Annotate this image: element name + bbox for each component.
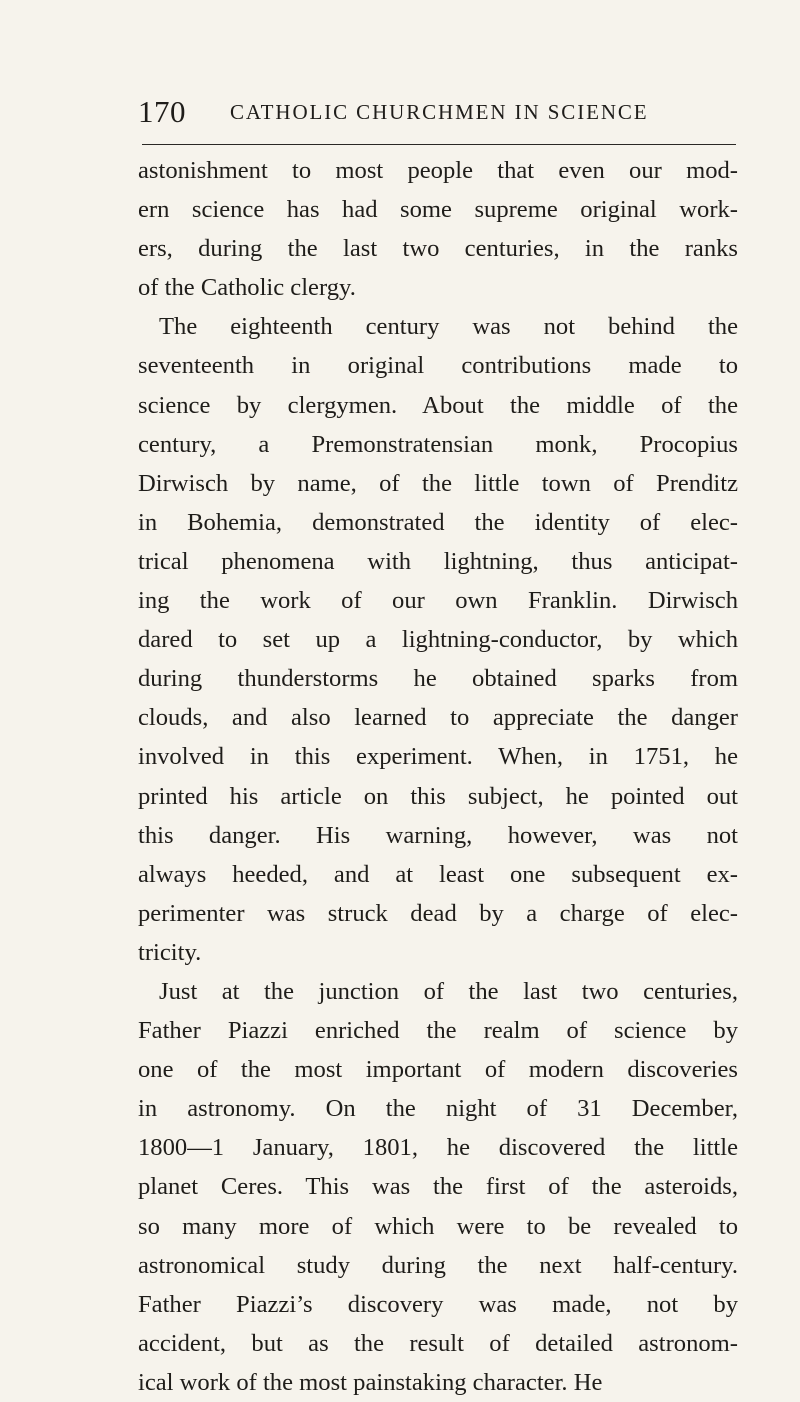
text-line: so many more of which were to be revealed to — [138, 1212, 738, 1240]
text-line: century, a Premonstratensian monk, Procopius — [138, 430, 738, 458]
header-rule — [142, 144, 736, 145]
text-line: of the Catholic clergy. — [138, 274, 356, 302]
text-line: seventeenth in original contributions made to — [138, 352, 738, 380]
text-line: printed his article on this subject, he pointed out — [138, 782, 738, 810]
body-text — [138, 151, 738, 1402]
text-line: Father Piazzi enriched the realm of science by — [138, 1017, 738, 1045]
text-line: in Bohemia, demonstrated the identity of elec- — [138, 508, 738, 536]
text-line: Father Piazzi’s discovery was made, not by — [138, 1290, 738, 1318]
text-line: perimenter was struck dead by a charge of elec- — [138, 899, 738, 927]
text-line: Just at the junction of the last two centuries, — [159, 977, 738, 1005]
text-line: The eighteenth century was not behind the — [159, 313, 738, 341]
text-line: in astronomy. On the night of 31 December, — [138, 1095, 738, 1123]
text-line: astronomical study during the next half-century. — [138, 1251, 738, 1279]
text-line: ern science has had some supreme original work- — [138, 196, 738, 224]
text-line: always heeded, and at least one subsequent ex- — [138, 860, 738, 888]
text-line: ers, during the last two centuries, in the ranks — [138, 235, 738, 263]
text-line: dared to set up a lightning-conductor, by which — [138, 626, 738, 654]
text-line: this danger. His warning, however, was not — [138, 821, 738, 849]
text-line: planet Ceres. This was the first of the asteroids, — [138, 1173, 738, 1201]
text-line: 1800—1 January, 1801, he discovered the little — [138, 1134, 738, 1162]
text-line: astonishment to most people that even our mod- — [138, 157, 738, 184]
text-line: clouds, and also learned to appreciate the danger — [138, 704, 738, 732]
running-head — [138, 92, 658, 132]
running-title: CATHOLIC CHURCHMEN IN SCIENCE — [230, 100, 649, 124]
text-line: during thunderstorms he obtained sparks from — [138, 665, 738, 693]
page-number: 170 — [138, 94, 186, 129]
text-line: ical work of the most painstaking character. He — [138, 1368, 603, 1396]
text-line: accident, but as the result of detailed astronom- — [138, 1329, 738, 1357]
text-line: Dirwisch by name, of the little town of Prenditz — [138, 469, 738, 497]
text-line: involved in this experiment. When, in 1751, he — [138, 743, 738, 771]
text-line: ing the work of our own Franklin. Dirwisch — [138, 587, 738, 615]
text-line: one of the most important of modern discoveries — [138, 1056, 738, 1084]
text-line: tricity. — [138, 938, 202, 966]
text-line: science by clergymen. About the middle of the — [138, 391, 738, 419]
text-line: trical phenomena with lightning, thus anticipat- — [138, 547, 738, 575]
